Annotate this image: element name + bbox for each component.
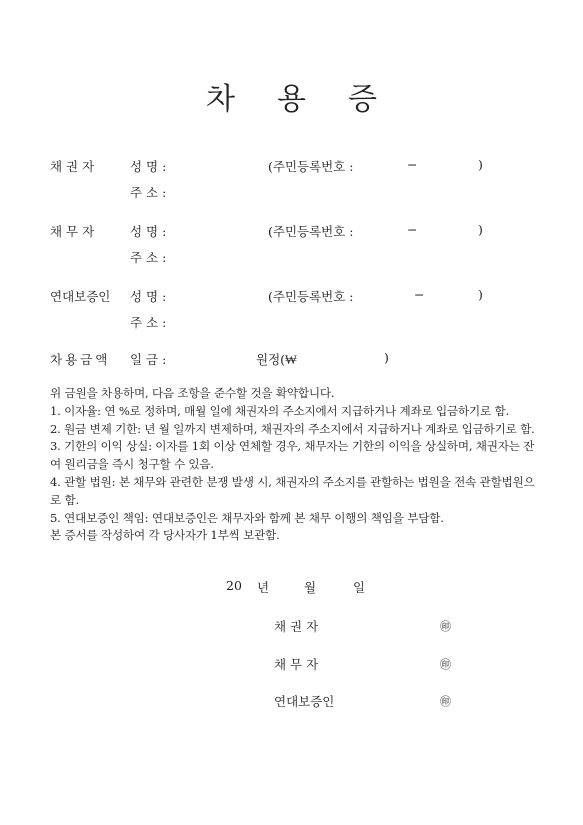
terms-closing: 본 증서를 작성하여 각 당사자가 1부씩 보관함. bbox=[50, 528, 280, 543]
signature-role-guarantor: 연대보증인 bbox=[274, 694, 335, 709]
amount-label: 차용금액 bbox=[50, 352, 111, 367]
guarantor-id-dash: − bbox=[414, 287, 425, 302]
term-item: 4. 관할 법원: 본 채무와 관련한 분쟁 발생 시, 채권자의 주소지를 관할하는 법원을 전속 관할법원으로 함. bbox=[50, 474, 535, 507]
seal-icon: ㊞ bbox=[440, 620, 451, 633]
amount-won-label: 원정(₩ bbox=[256, 352, 297, 367]
creditor-id-close: ) bbox=[478, 157, 483, 172]
debtor-id-dash: − bbox=[407, 222, 418, 237]
amount-won-close: ) bbox=[384, 350, 389, 365]
guarantor-name-label: 성 명 : bbox=[130, 289, 167, 304]
amount-sub-label: 일 금 : bbox=[130, 352, 167, 367]
signature-role-debtor: 채 무 자 bbox=[274, 657, 319, 672]
creditor-role: 채 권 자 bbox=[50, 159, 95, 174]
debtor-name-label: 성 명 : bbox=[130, 224, 167, 239]
guarantor-id-label: (주민등록번호 : bbox=[268, 289, 354, 304]
seal-icon: ㊞ bbox=[440, 658, 451, 671]
signature-role-creditor: 채 권 자 bbox=[274, 619, 319, 634]
title-char: 증 bbox=[347, 82, 377, 117]
term-item: 5. 연대보증인 책임: 연대보증인은 채무자와 함께 본 채무 이행의 책임을 부담함. bbox=[50, 510, 444, 525]
date-month-unit: 월 bbox=[304, 580, 317, 595]
creditor-id-label: (주민등록번호 : bbox=[268, 159, 354, 174]
document-title bbox=[0, 74, 583, 118]
terms-body bbox=[50, 385, 540, 545]
title-char: 용 bbox=[277, 82, 306, 117]
debtor-role: 채 무 자 bbox=[50, 224, 95, 239]
creditor-name-label: 성 명 : bbox=[130, 159, 167, 174]
debtor-address-label: 주 소 : bbox=[130, 250, 167, 265]
seal-icon: ㊞ bbox=[440, 695, 451, 708]
debtor-id-label: (주민등록번호 : bbox=[268, 224, 354, 239]
creditor-address-label: 주 소 : bbox=[130, 185, 167, 200]
guarantor-role: 연대보증인 bbox=[50, 289, 111, 304]
term-item: 1. 이자율: 연 %로 정하며, 매월 일에 채권자의 주소지에서 지급하거나 계좌로 입금하기로 함. bbox=[50, 403, 509, 418]
terms-intro: 위 금원을 차용하며, 다음 조항을 준수할 것을 확약합니다. bbox=[50, 386, 335, 400]
title-char: 차 bbox=[206, 82, 235, 117]
date-day-unit: 일 bbox=[353, 580, 366, 595]
guarantor-id-close: ) bbox=[478, 287, 483, 302]
debtor-id-close: ) bbox=[478, 222, 483, 237]
term-item: 3. 기한의 이익 상실: 이자를 1회 이상 연체할 경우, 채무자는 기한의 이익을 상실하며, 채권자는 잔여 원리금을 즉시 청구할 수 있음. bbox=[50, 439, 535, 472]
date-year: 20 bbox=[226, 578, 242, 593]
date-year-unit: 년 bbox=[257, 580, 270, 595]
guarantor-address-label: 주 소 : bbox=[130, 315, 167, 330]
creditor-id-dash: − bbox=[407, 157, 418, 172]
term-item: 2. 원금 변제 기한: 년 월 일까지 변제하며, 채권자의 주소지에서 지급하거나 계좌로 입금하기로 함. bbox=[50, 421, 535, 436]
